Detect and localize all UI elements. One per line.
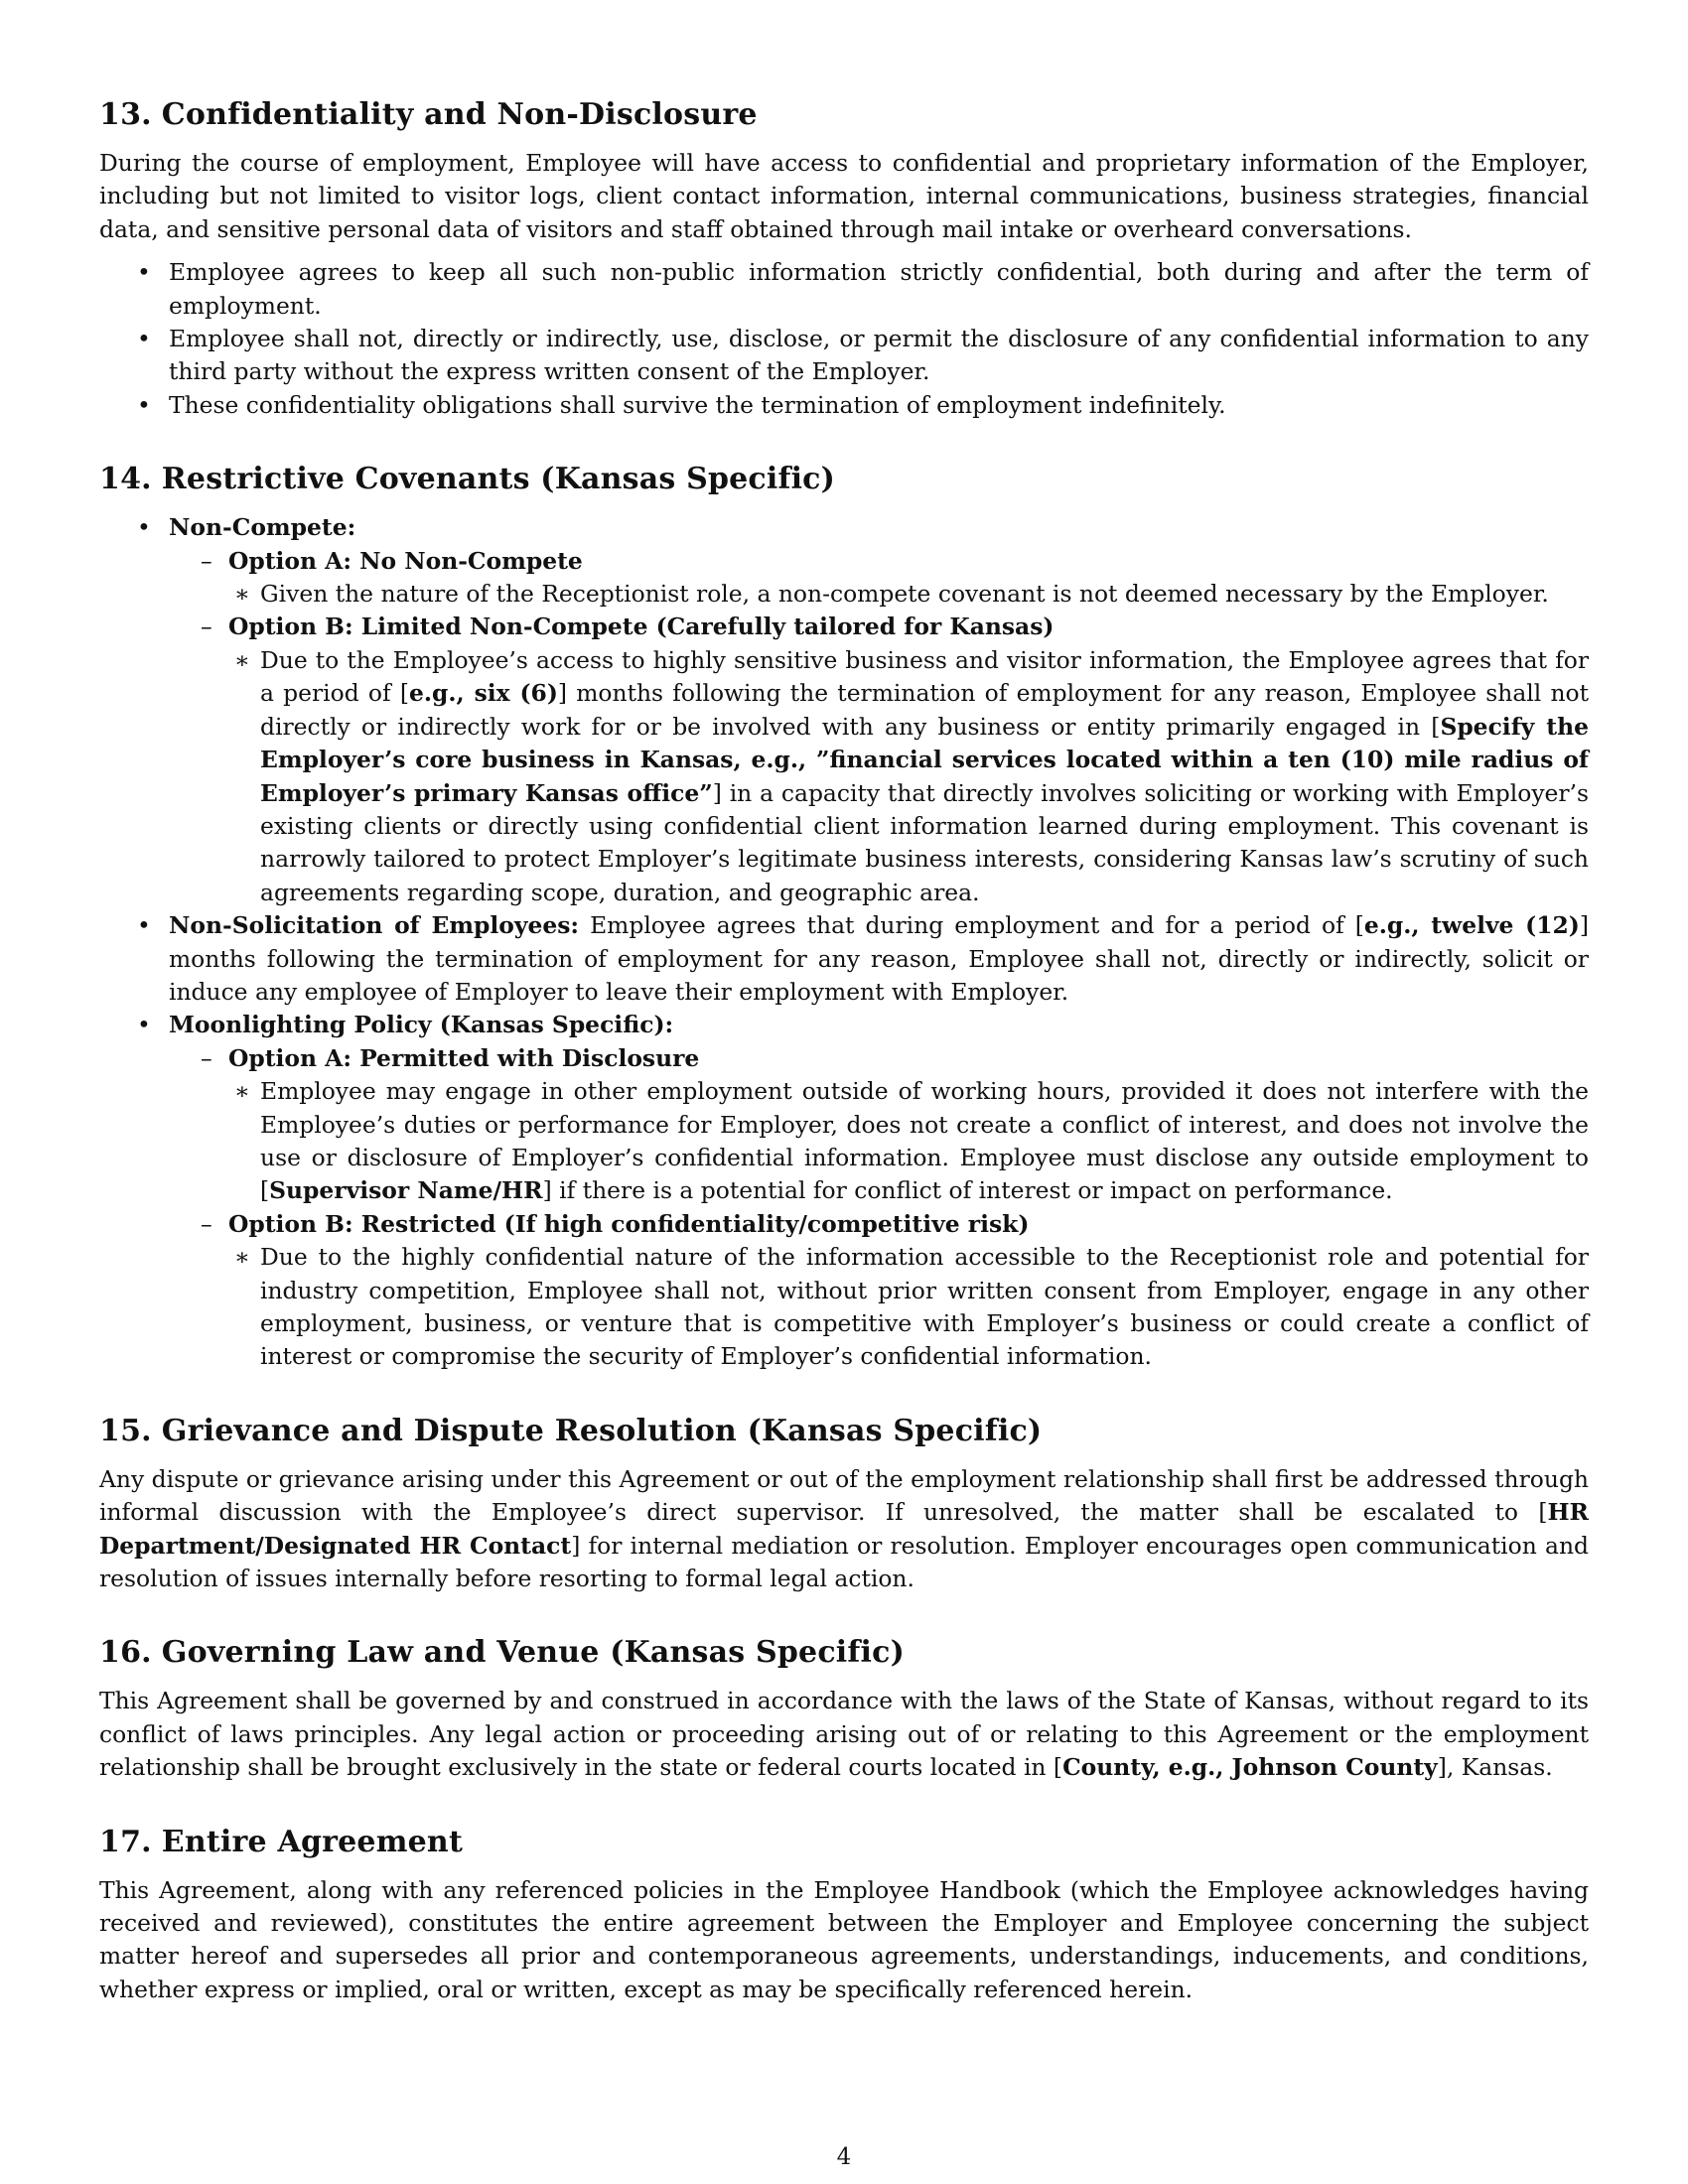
section-14 xyxy=(99,460,1589,1374)
non-compete-options xyxy=(169,545,1589,909)
text-run: ] months following the termination of employment for any reason, Employee shall not, directly or indirectly, solicit or induce any employee of Employer to leave their employment with Employer. xyxy=(169,911,1589,1006)
non-compete-item xyxy=(99,511,1589,909)
placeholder-hr-contact: HR Department/Designated HR Contact xyxy=(99,1498,1589,1560)
option-label: Option B: Limited Non-Compete (Carefully tailored for Kansas) xyxy=(228,613,1055,641)
placeholder-supervisor: Supervisor Name/HR xyxy=(269,1176,543,1205)
section-17-title: Entire Agreement xyxy=(161,1824,463,1859)
placeholder-business-scope: Specify the Employer’s core business in Kansas, e.g., ”financial services located within a ten (10) mile radius of Employer’s primary Kansas office” xyxy=(260,712,1589,807)
text-run: Employee may engage in other employment outside of working hours, provided it does not interfere with the Employee’s duties or performance for Employer, does not create a conflict of interest, and does not involve the use or disclosure of Employer’s confidential information. Employee must disclose any outside employment to [ xyxy=(260,1077,1589,1205)
document-page xyxy=(99,95,1589,2044)
section-13 xyxy=(99,95,1589,422)
section-14-list xyxy=(99,511,1589,1374)
placeholder-duration: e.g., six (6) xyxy=(408,679,558,708)
option-label: Option B: Restricted (If high confidentiality/competitive risk) xyxy=(228,1209,1030,1238)
section-13-heading xyxy=(99,95,1589,135)
section-16 xyxy=(99,1633,1589,1784)
section-15-heading xyxy=(99,1412,1589,1451)
list-item: ∗ Given the nature of the Receptionist role, a non-compete covenant is not deemed necessary by the Employer. xyxy=(228,578,1589,611)
option-a-details xyxy=(228,1075,1589,1208)
section-15-title: Grievance and Dispute Resolution (Kansas Specific) xyxy=(161,1413,1043,1448)
section-16-heading xyxy=(99,1633,1589,1673)
option-b-details xyxy=(228,1241,1589,1374)
section-17-heading xyxy=(99,1823,1589,1862)
section-17-number: 17. xyxy=(99,1824,152,1859)
section-13-title: Confidentiality and Non-Disclosure xyxy=(161,97,758,132)
text-run: ] in a capacity that directly involves soliciting or working with Employer’s existing clients or directly using confidential client information learned during employment. This covenant is narrowly tailored to protect Employer’s legitimate business interests, considering Kansas law’s scrutiny of such agreements regarding scope, duration, and geographic area. xyxy=(260,778,1589,906)
text-run: Any dispute or grievance arising under this Agreement or out of the employment relationship shall first be addressed through informal discussion with the Employee’s direct supervisor. If unresolved, the matter shall be escalated to [ xyxy=(99,1464,1589,1527)
non-compete-label: Non-Compete: xyxy=(169,513,356,542)
list-item: • Employee agrees to keep all such non-public information strictly confidential, both during and after the term of employment. xyxy=(99,256,1589,323)
section-16-number: 16. xyxy=(99,1635,152,1671)
moonlighting-label: Moonlighting Policy (Kansas Specific): xyxy=(169,1011,674,1039)
text-run: ], Kansas. xyxy=(1437,1753,1553,1782)
list-item xyxy=(228,1075,1589,1208)
list-item: ∗ Due to the highly confidential nature of the information accessible to the Receptionist role and potential for industry competition, Employee shall not, without prior written consent from Employer, engage in any other employment, business, or venture that is competitive with Employer’s business or could create a conflict of interest or compromise the security of Employer’s confidential information. xyxy=(228,1241,1589,1374)
section-13-list xyxy=(99,256,1589,422)
section-15 xyxy=(99,1412,1589,1596)
text-run: Employee agrees that during employment and for a period of [ xyxy=(579,911,1364,940)
placeholder-duration: e.g., twelve (12) xyxy=(1363,911,1580,940)
section-13-number: 13. xyxy=(99,97,152,132)
list-item xyxy=(228,644,1589,909)
text-run: This Agreement shall be governed by and construed in accordance with the laws of the State of Kansas, without regard to its conflict of laws principles. Any legal action or proceeding arising out of or relating to this Agreement or the employment relationship shall be brought exclusively in the state or federal courts located in [ xyxy=(99,1687,1589,1782)
section-16-body xyxy=(99,1685,1589,1784)
non-solicitation-item xyxy=(99,909,1589,1009)
non-compete-option-a xyxy=(169,545,1589,612)
page-number: 4 xyxy=(836,2144,852,2170)
moonlighting-item xyxy=(99,1009,1589,1373)
section-15-body xyxy=(99,1463,1589,1596)
section-14-number: 14. xyxy=(99,462,152,497)
moonlighting-option-b xyxy=(169,1208,1589,1374)
moonlighting-options xyxy=(169,1042,1589,1374)
option-label: Option A: No Non-Compete xyxy=(228,546,583,575)
section-16-title: Governing Law and Venue (Kansas Specific) xyxy=(161,1635,905,1671)
moonlighting-option-a xyxy=(169,1042,1589,1208)
text-run: ] for internal mediation or resolution. Employer encourages open communication and resolution of issues internally before resorting to formal legal action. xyxy=(99,1531,1589,1593)
option-label: Option A: Permitted with Disclosure xyxy=(228,1043,700,1072)
section-14-heading xyxy=(99,460,1589,499)
non-compete-option-b xyxy=(169,611,1589,909)
text-run: ] months following the termination of employment for any reason, Employee shall not directly or indirectly work for or be involved with any business or entity primarily engaged in [ xyxy=(260,679,1590,741)
option-b-details xyxy=(228,644,1589,909)
section-13-intro: During the course of employment, Employee will have access to confidential and proprietary information of the Employer, including but not limited to visitor logs, client contact information, internal communications, business strategies, financial data, and sensitive personal data of visitors and staff obtained through mail intake or overheard conversations. xyxy=(99,149,1589,243)
section-17-body: This Agreement, along with any referenced policies in the Employee Handbook (which the Employee acknowledges having received and reviewed), constitutes the entire agreement between the Employer and Employee concerning the subject matter hereof and supersedes all prior and contemporaneous agreements, understandings, inducements, and conditions, whether express or implied, oral or written, except as may be specifically referenced herein. xyxy=(99,1875,1589,2003)
text-run: ] if there is a potential for conflict of interest or impact on performance. xyxy=(542,1176,1393,1205)
text-run: Due to the Employee’s access to highly sensitive business and visitor information, the Employee agrees that for a period of [ xyxy=(260,645,1589,708)
section-15-number: 15. xyxy=(99,1413,152,1448)
non-solicitation-label: Non-Solicitation of Employees: xyxy=(169,911,580,940)
list-item: • Employee shall not, directly or indirectly, use, disclose, or permit the disclosure of any confidential information to any third party without the express written consent of the Employer. xyxy=(99,323,1589,389)
section-14-title: Restrictive Covenants (Kansas Specific) xyxy=(161,462,836,497)
placeholder-county: County, e.g., Johnson County xyxy=(1062,1753,1438,1782)
option-a-details xyxy=(228,578,1589,611)
section-17 xyxy=(99,1823,1589,2007)
list-item: • These confidentiality obligations shall survive the termination of employment indefinitely. xyxy=(99,389,1589,422)
